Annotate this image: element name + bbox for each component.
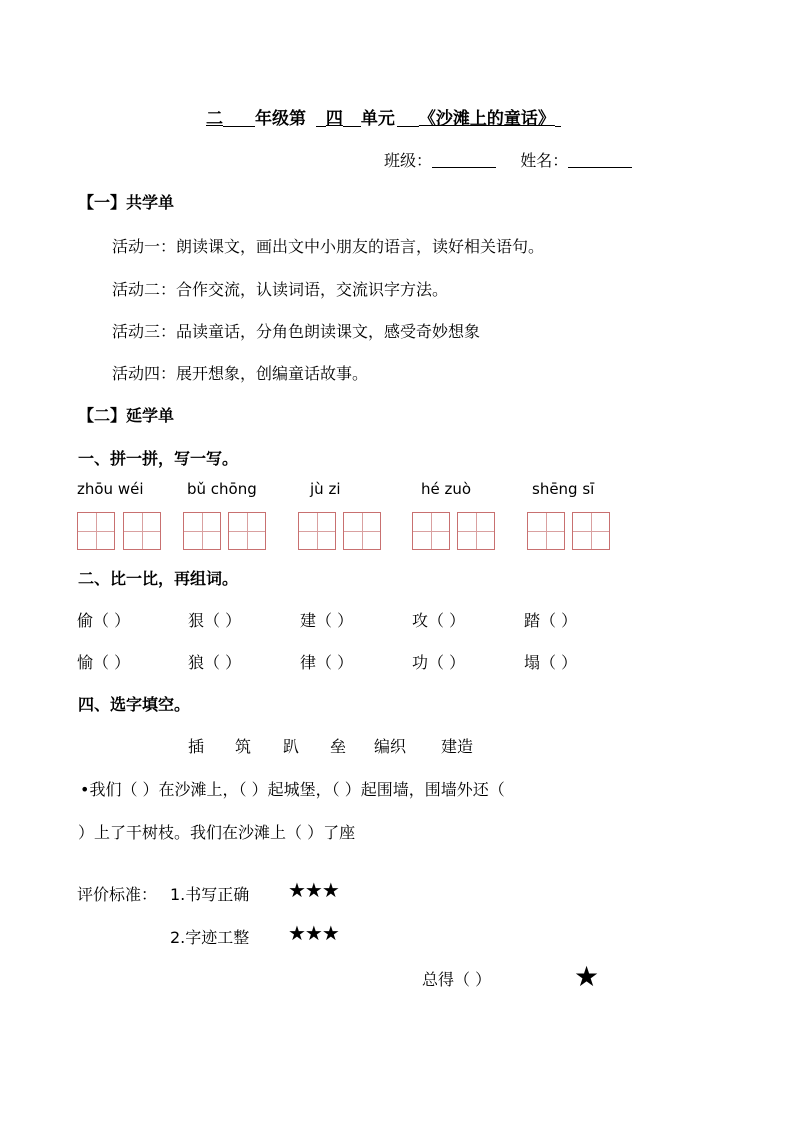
eval-item-2: 2.字迹工整	[170, 928, 250, 947]
grade-suffix: 年级第	[255, 109, 306, 129]
activity-4: 活动四：展开想象，创编童话故事。	[112, 364, 369, 383]
compare-item: 功（ ）	[412, 653, 466, 672]
pinyin-4: hé zuò	[421, 480, 472, 498]
pinyin-2: bǔ chōng	[187, 480, 257, 498]
activity-2: 活动二：合作交流，认读词语，交流识字方法。	[112, 280, 449, 299]
writing-grid[interactable]	[228, 512, 266, 550]
pinyin-5: shēng sī	[532, 480, 595, 498]
name-label: 姓名：	[520, 151, 569, 170]
unit-value: 四	[325, 109, 343, 129]
option-word: 垒	[330, 737, 347, 756]
name-field[interactable]	[568, 151, 632, 168]
section2-heading: 【二】延学单	[78, 406, 175, 425]
compare-item: 狠（ ）	[188, 611, 242, 630]
section1-heading: 【一】共学单	[78, 193, 175, 212]
star-rating-2: ★★★	[288, 921, 339, 945]
option-word: 建造	[441, 737, 474, 756]
compare-item: 愉（ ）	[77, 653, 131, 672]
option-word: 编织	[374, 737, 407, 756]
pinyin-1: zhōu wéi	[77, 480, 144, 498]
writing-grid[interactable]	[77, 512, 115, 550]
star-icon: ★	[574, 960, 600, 993]
option-word: 插	[188, 737, 205, 756]
writing-grid[interactable]	[412, 512, 450, 550]
q1-heading: 一、拼一拼，写一写。	[78, 449, 239, 468]
compare-item: 律（ ）	[300, 653, 354, 672]
q4-heading: 四、选字填空。	[78, 695, 191, 714]
worksheet-title	[206, 104, 561, 129]
option-word: 趴	[283, 737, 300, 756]
q2-heading: 二、比一比，再组词。	[78, 569, 239, 588]
unit-suffix: 单元	[360, 109, 395, 129]
grade-value: 二	[206, 109, 223, 129]
compare-item: 塌（ ）	[524, 653, 578, 672]
total-score: 总得（ ）	[422, 970, 492, 989]
eval-label: 评价标准：	[77, 885, 158, 904]
eval-item-1: 1.书写正确	[170, 885, 250, 904]
writing-grid[interactable]	[298, 512, 336, 550]
writing-grid[interactable]	[527, 512, 565, 550]
pinyin-3: jù zi	[310, 480, 341, 498]
activity-1: 活动一：朗读课文，画出文中小朋友的语言，读好相关语句。	[112, 237, 545, 256]
writing-grid[interactable]	[183, 512, 221, 550]
class-name-line	[384, 148, 632, 171]
compare-item: 偷（ ）	[77, 611, 131, 630]
writing-grid[interactable]	[123, 512, 161, 550]
compare-item: 攻（ ）	[412, 611, 466, 630]
writing-grid[interactable]	[457, 512, 495, 550]
star-rating-1: ★★★	[288, 878, 339, 902]
compare-item: 狼（ ）	[188, 653, 242, 672]
option-word: 筑	[235, 737, 252, 756]
fill-sentence-line2: ）上了干树枝。我们在沙滩上（ ）了座	[78, 823, 356, 842]
class-label: 班级：	[384, 151, 433, 170]
class-field[interactable]	[432, 151, 496, 168]
activity-3: 活动三：品读童话，分角色朗读课文，感受奇妙想象	[112, 322, 481, 341]
compare-item: 踏（ ）	[524, 611, 578, 630]
writing-grid[interactable]	[343, 512, 381, 550]
compare-item: 建（ ）	[300, 611, 354, 630]
writing-grid[interactable]	[572, 512, 610, 550]
lesson-title: 《沙滩上的童话》	[418, 109, 555, 129]
fill-sentence-line1: •我们（ ）在沙滩上，（ ）起城堡，（ ）起围墙，围墙外还（	[80, 780, 505, 799]
